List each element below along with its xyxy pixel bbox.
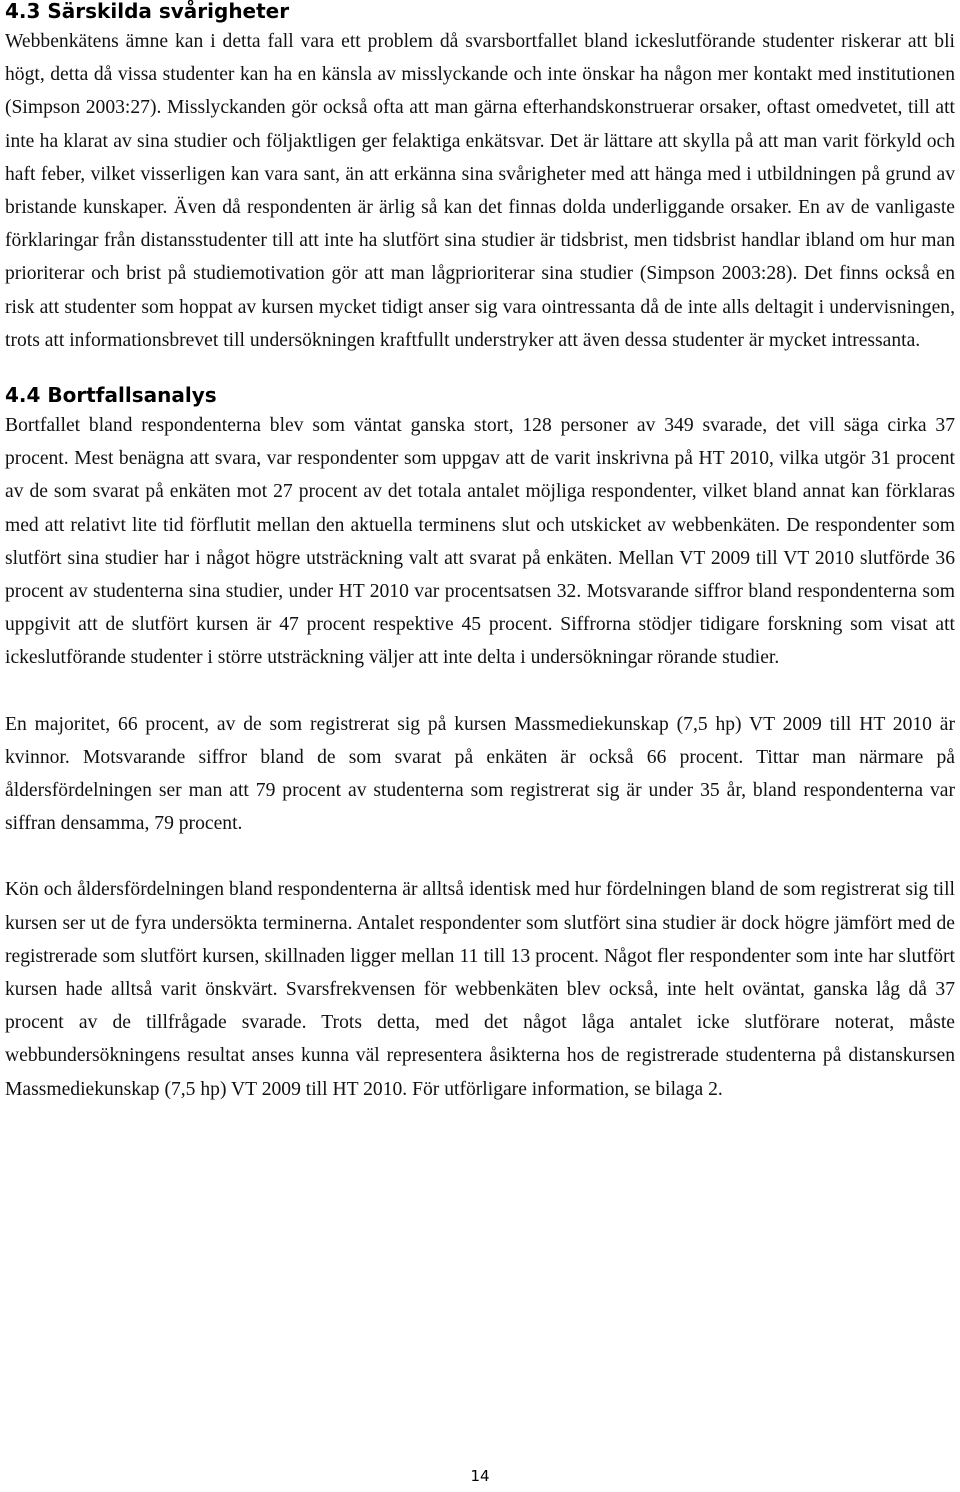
- section-heading-4-4: 4.4 Bortfallsanalys: [5, 383, 217, 408]
- page-number: 14: [470, 1467, 490, 1485]
- paragraph: Bortfallet bland respondenterna blev som väntat ganska stort, 128 personer av 349 svarade, det vill säga cirka 37 procent. Mest benägna att svara, var respondenter som uppgav att de varit inskrivna på HT 2010, vilka utgör 31 procent av de som svarat på enkäten mot 27 procent av det totala antalet möjliga respondenter, vilket bland annat kan förklaras med att relativt lite tid förflutit mellan den aktuella terminens slut och utskicket av webbenkäten. De respondenter som slutfört sina studier har i något högre utsträckning valt att svarat på enkäten. Mellan VT 2009 till VT 2010 slutförde 36 procent av studenterna sina studier, under HT 2010 var procentsatsen 32. Motsvarande siffror bland respondenterna som uppgivit att de slutfört kursen är 47 procent respektive 45 procent. Siffrorna stödjer tidigare forskning som visat att ickeslutförande studenter i större utsträckning väljer att inte delta i undersökningar rörande studier.: [5, 415, 955, 669]
- document-page: [5, 0, 955, 1106]
- paragraph: Webbenkätens ämne kan i detta fall vara ett problem då svarsbortfallet bland ickeslutförande studenter riskerar att bli högt, detta då vissa studenter kan ha en känsla av misslyckande och inte önskar ha någon mer kontakt med institutionen (Simpson 2003:27). Misslyckanden gör också ofta att man gärna efterhandskonstruerar orsaker, oftast omedvetet, till att inte ha klarat av sina studier och följaktligen ger felaktiga enkätsvar. Det är lättare att skylla på att man varit förkyld och haft feber, vilket visserligen kan vara sant, än att erkänna sina svårigheter med att hänga med i utbildningen på grund av bristande kunskaper. Även då respondenten är ärlig så kan det finnas dolda underliggande orsaker. En av de vanligaste förklaringar från distansstudenter till att inte ha slutfört sina studier är tidsbrist, men tidsbrist handlar ibland om hur man prioriterar och brist på studiemotivation gör att man lågprioriterar sina studier (Simpson 2003:28). Det finns också en risk att studenter som hoppat av kursen mycket tidigt anser sig vara ointressanta då de inte alls deltagit i undervisningen, trots att informationsbrevet till undersökningen kraftfullt understryker att även dessa studenter är mycket intressanta.: [5, 31, 955, 351]
- section-heading-4-3: 4.3 Särskilda svårigheter: [5, 0, 290, 23]
- paragraph: Kön och åldersfördelningen bland respondenterna är alltså identisk med hur fördelningen bland de som registrerat sig till kursen ser ut de fyra undersökta terminerna. Antalet respondenter som slutfört sina studier är dock högre jämfört med de registrerade som slutfört kursen, skillnaden ligger mellan 11 till 13 procent. Något fler respondenter som inte har slutfört kursen hade alltså varit önskvärt. Svarsfrekvensen för webbenkäten blev också, inte helt oväntat, ganska låg då 37 procent av de tillfrågade svarade. Trots detta, med det något låga antalet icke slutförare noterat, måste webbundersökningens resultat anses kunna väl representera åsikterna hos de registrerade studenterna på distanskursen Massmediekunskap (7,5 hp) VT 2009 till HT 2010. För utförligare information, se bilaga 2.: [5, 879, 955, 1100]
- paragraph: En majoritet, 66 procent, av de som registrerat sig på kursen Massmediekunskap (7,5 hp) VT 2009 till HT 2010 är kvinnor. Motsvarande siffror bland de som svarat på enkäten är också 66 procent. Tittar man närmare på åldersfördelningen ser man att 79 procent av studenterna som registrerat sig är under 35 år, bland respondenterna var siffran densamma, 79 procent.: [5, 713, 955, 835]
